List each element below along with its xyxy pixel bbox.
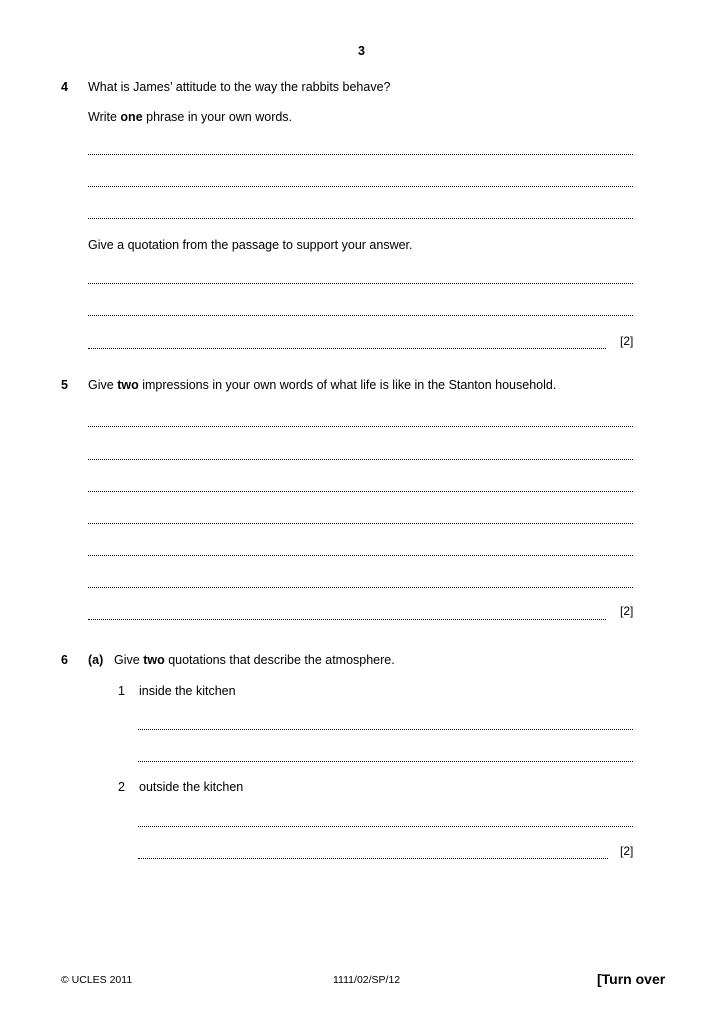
item-number: 2	[118, 780, 125, 794]
item-text: inside the kitchen	[139, 684, 236, 698]
question-instruction: Give a quotation from the passage to support your answer.	[88, 238, 413, 252]
item-number: 1	[118, 684, 125, 698]
item-text: outside the kitchen	[139, 780, 244, 794]
answer-line[interactable]	[138, 858, 608, 859]
answer-line[interactable]	[88, 619, 606, 620]
answer-line[interactable]	[88, 283, 633, 284]
answer-line[interactable]	[88, 491, 633, 492]
question-number: 6	[61, 653, 68, 667]
marks-label: [2]	[620, 604, 634, 618]
question-text: Give two impressions in your own words of what life is like in the Stanton household.	[88, 378, 557, 392]
answer-line[interactable]	[88, 186, 633, 187]
answer-line[interactable]	[138, 729, 633, 730]
answer-line[interactable]	[88, 459, 633, 460]
marks-label: [2]	[620, 334, 634, 348]
answer-line[interactable]	[138, 761, 633, 762]
page-number: 3	[358, 44, 365, 58]
turn-over-label: [Turn over	[597, 971, 666, 987]
answer-line[interactable]	[88, 426, 633, 427]
answer-line[interactable]	[88, 555, 633, 556]
question-text: What is James’ attitude to the way the rabbits behave?	[88, 80, 391, 94]
question-number: 4	[61, 80, 68, 94]
answer-line[interactable]	[88, 154, 633, 155]
marks-label: [2]	[620, 844, 634, 858]
answer-line[interactable]	[88, 218, 633, 219]
answer-line[interactable]	[88, 315, 633, 316]
copyright-text: © UCLES 2011	[61, 974, 133, 986]
answer-line[interactable]	[88, 523, 633, 524]
question-number: 5	[61, 378, 68, 392]
question-part-label: (a)	[88, 653, 104, 667]
answer-line[interactable]	[138, 826, 633, 827]
question-instruction: Write one phrase in your own words.	[88, 110, 293, 124]
question-text: Give two quotations that describe the atmosphere.	[114, 653, 395, 667]
paper-code: 1111/02/SP/12	[333, 974, 401, 986]
answer-line[interactable]	[88, 348, 606, 349]
answer-line[interactable]	[88, 587, 633, 588]
